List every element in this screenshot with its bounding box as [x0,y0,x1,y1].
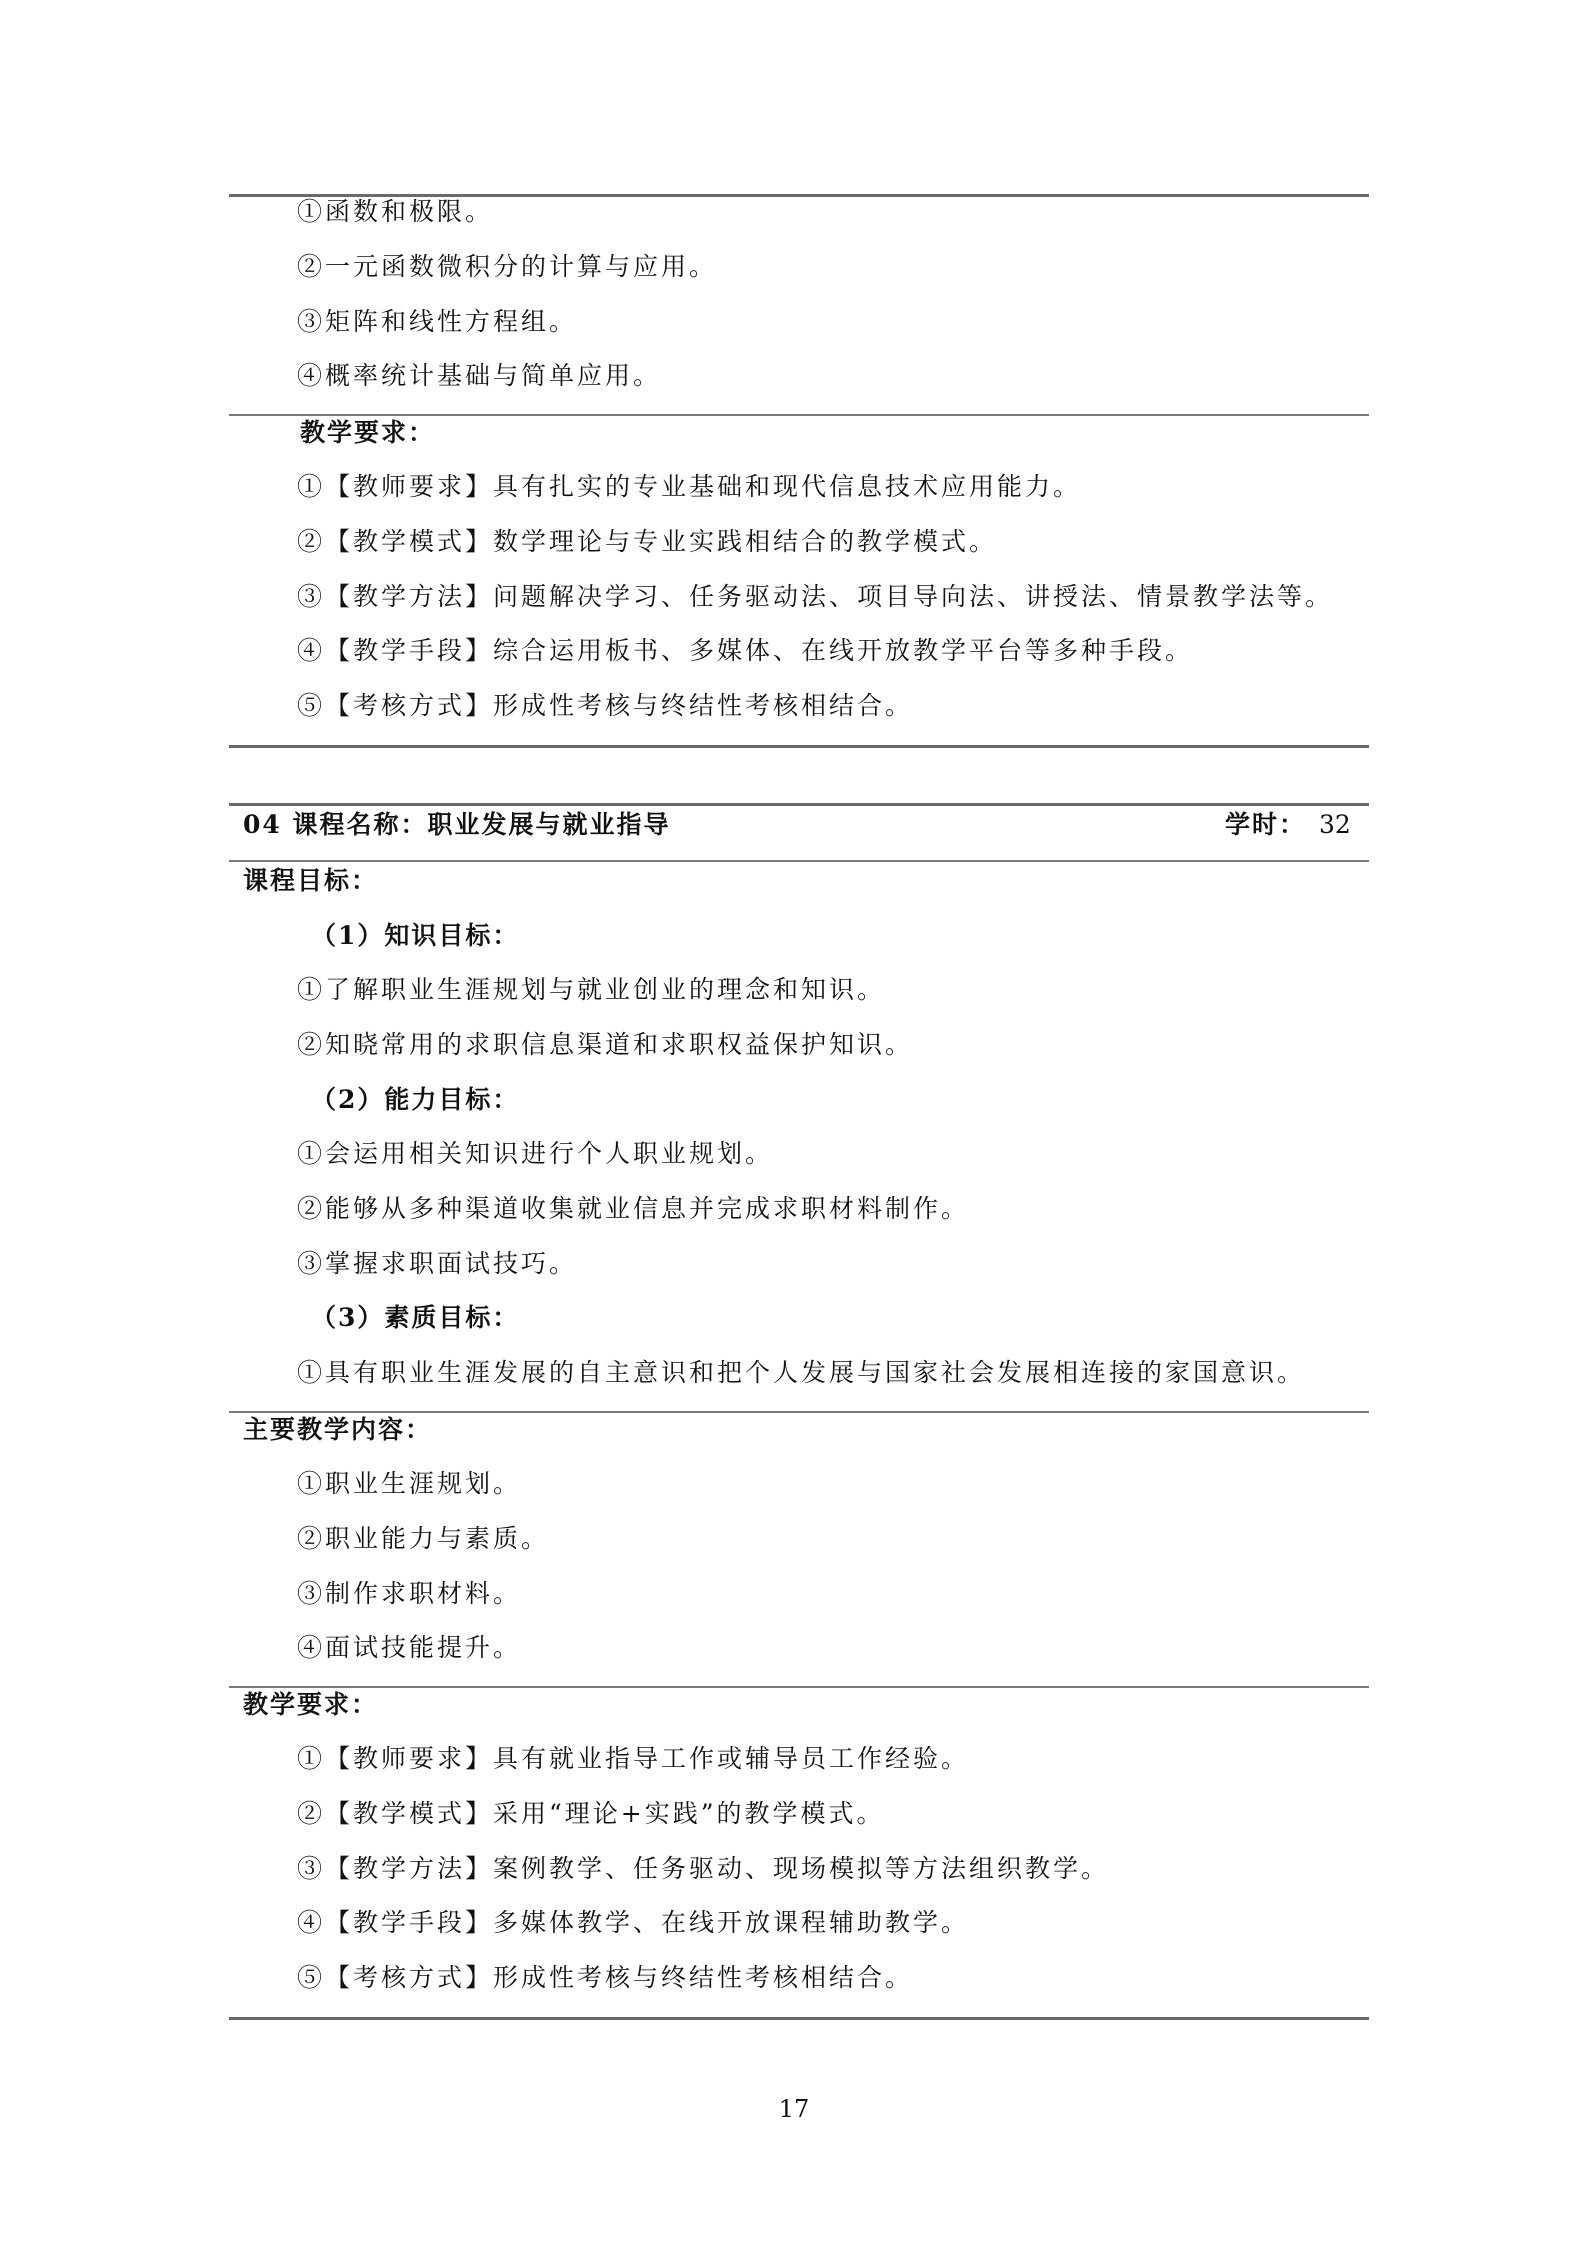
table-rule [229,860,1369,862]
content-item: ③制作求职材料。 [297,1579,522,1608]
requirement-item: ③【教学方法】案例教学、任务驱动、现场模拟等方法组织教学。 [297,1854,1110,1883]
requirements-heading: 教学要求： [243,1690,379,1719]
knowledge-heading: （1）知识目标： [311,921,520,950]
course-title: 04 课程名称：职业发展与就业指导 [243,810,671,839]
table-rule [229,2017,1369,2020]
content-item: ②职业能力与素质。 [297,1524,550,1553]
requirement-item: ①【教师要求】具有扎实的专业基础和现代信息技术应用能力。 [297,472,1082,501]
objectives-heading: 课程目标： [243,866,379,895]
table-rule [229,1411,1369,1413]
quality-item: ①具有职业生涯发展的自主意识和把个人发展与国家社会发展相连接的家国意识。 [297,1358,1306,1387]
table-rule [229,414,1369,416]
table-rule [229,803,1369,806]
requirement-item: ③【教学方法】问题解决学习、任务驱动法、项目导向法、讲授法、情景教学法等。 [297,582,1334,611]
content-item: ①函数和极限。 [297,197,494,226]
hours-label: 学时： [1225,810,1307,839]
ability-item: ①会运用相关知识进行个人职业规划。 [297,1139,774,1168]
content-item: ④概率统计基础与简单应用。 [297,361,662,390]
content-item: ②一元函数微积分的计算与应用。 [297,252,718,281]
requirement-item: ②【教学模式】采用“理论+实践”的教学模式。 [297,1799,885,1828]
table-rule [229,1686,1369,1688]
content-item: ③矩阵和线性方程组。 [297,307,578,336]
requirement-item: ⑤【考核方式】形成性考核与终结性考核相结合。 [297,1963,914,1992]
knowledge-item: ②知晓常用的求职信息渠道和求职权益保护知识。 [297,1030,914,1059]
requirement-item: ②【教学模式】数学理论与专业实践相结合的教学模式。 [297,527,998,556]
page-number: 17 [778,2095,810,2123]
requirement-item: ④【教学手段】综合运用板书、多媒体、在线开放教学平台等多种手段。 [297,636,1194,665]
ability-item: ③掌握求职面试技巧。 [297,1249,578,1278]
requirements-heading: 教学要求： [300,418,436,447]
knowledge-item: ①了解职业生涯规划与就业创业的理念和知识。 [297,975,886,1004]
content-item: ①职业生涯规划。 [297,1469,522,1498]
quality-heading: （3）素质目标： [311,1303,520,1332]
content-heading: 主要教学内容： [243,1415,433,1444]
ability-item: ②能够从多种渠道收集就业信息并完成求职材料制作。 [297,1194,970,1223]
requirement-item: ⑤【考核方式】形成性考核与终结性考核相结合。 [297,691,914,720]
requirement-item: ①【教师要求】具有就业指导工作或辅导员工作经验。 [297,1744,970,1773]
content-item: ④面试技能提升。 [297,1633,522,1662]
ability-heading: （2）能力目标： [311,1085,520,1114]
table-rule [229,745,1369,748]
requirement-item: ④【教学手段】多媒体教学、在线开放课程辅助教学。 [297,1908,970,1937]
hours-value: 32 [1319,810,1351,839]
